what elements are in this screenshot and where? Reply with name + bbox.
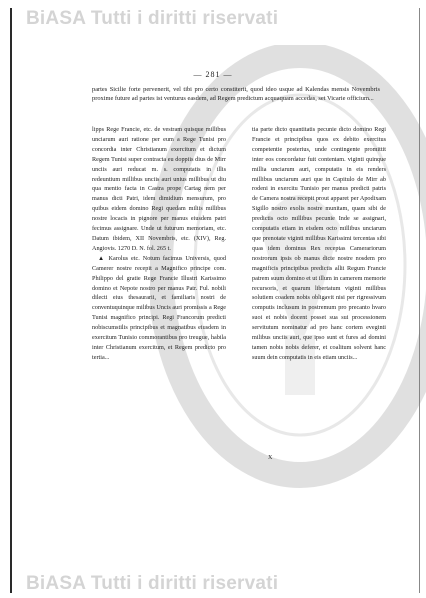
intro-paragraph: partes Sicilie forte pervenerit, vel tibi pro certo constiterit, quod ideo usque ad Kalendas mensis Novembris proxime future ad partes ist venturus easdem, ad Regem predictum acquaquam accedas, set Vicarie officium...: [92, 86, 380, 103]
watermark-bottom: BiASA Tutti i diritti riservati: [26, 573, 279, 594]
right-column: [252, 125, 386, 363]
watermark-top: BiASA Tutti i diritti riservati: [26, 8, 279, 29]
left-column-paragraph-1: lipps Rege Francie, etc. de vestram quisque millibus unciarum auri ratione per eum a Rege Tunisi pro concordia inter Christianum exercitum et dictum Regem Tunisi super contracta eu doppiis dius de Mirr unciis auri reducat m. s. computatis in illis redeuntium millibus unciis auri unius millibus ut diu qua mentio facta in Castra prope Cartag nem per manus dicti Patri, idem dimidium mensurum, pro quibus eidem domino Regi quedam miliis millibus nostre locacis in pignore per manus eiusdem patri fecimus assignare. Unde ut futurum memoriam, etc. Datum ibidem, XII Novembris, etc. (XIV), Reg. Angiovis. 1270 D. N. fol. 265 t.: [92, 126, 226, 252]
note-mark: X: [268, 455, 273, 461]
left-column: [92, 125, 226, 363]
page-number: — 281 —: [193, 70, 233, 79]
left-column-paragraph-2: ▲ Karolus etc. Notum facimus Universis, quod Camerer nostre recepit a Magnifico principe com. Philippo del gratie Rege Francie Illustri Karissimo domino et Nepote nostro per manus Patr. Ful. nobili dilecti eius thesaurarii, et familiaris nostri de conventuquinque milibus Uncis auri promissis a Rege Tunisi magnifico principi. Regi Francorum predicti nobiscumstilis principibus et magnatibus eiusdem in exercitum Tunisio commorantibus pro treugue, habila inter Christianum exercitum, et Regem predicto pro tertia...: [92, 254, 226, 361]
right-column-paragraph: tia parte dicto quantitatis pecunie dicto domino Regi Francie et principibus quos ex debito exercitus competentie posterius, unde contingente promittit inter eos concordatur fuit contentam. viginti quinque millia unciarum auri, computatis in eis renders millibus unciarum auri que in Capitulo de Mirr ab rodeni in exercitu Tunisio per manus predicti patris de Camera nostra recepit prout apparet per Apodixam Sigillo nostro exolis nostre munitam, quam sibi de predictis octo millibus pecunie Inde se assignari, computatis etiam in eisdem octo millibus unciarum que prenotate viginti millibus Karissimi tercentas sibi quas idem dominus Rex receptas Camerariorum nostrorum ipsis ob manus dicte nostre nosdem pro magnificis principibus predictis allii Regum Francie patrem suum domino et ut illum in camerem memorie recursoris, et quarum libertatum viginti millibus solutiem coadem nobis obligavit nisi per rigressivum computis inclusum in postremum pro precanto hvaro suoi et nobis docent posset sua sui processionem servitutum nominatur ad pro hanc cortem eveginti milibus unciis auri, que ipso sunt et fures ad domini tamen nobis nobis deferer, et coalitum solvent hanc suum dein computatis in eis etiam unciis...: [252, 126, 386, 361]
